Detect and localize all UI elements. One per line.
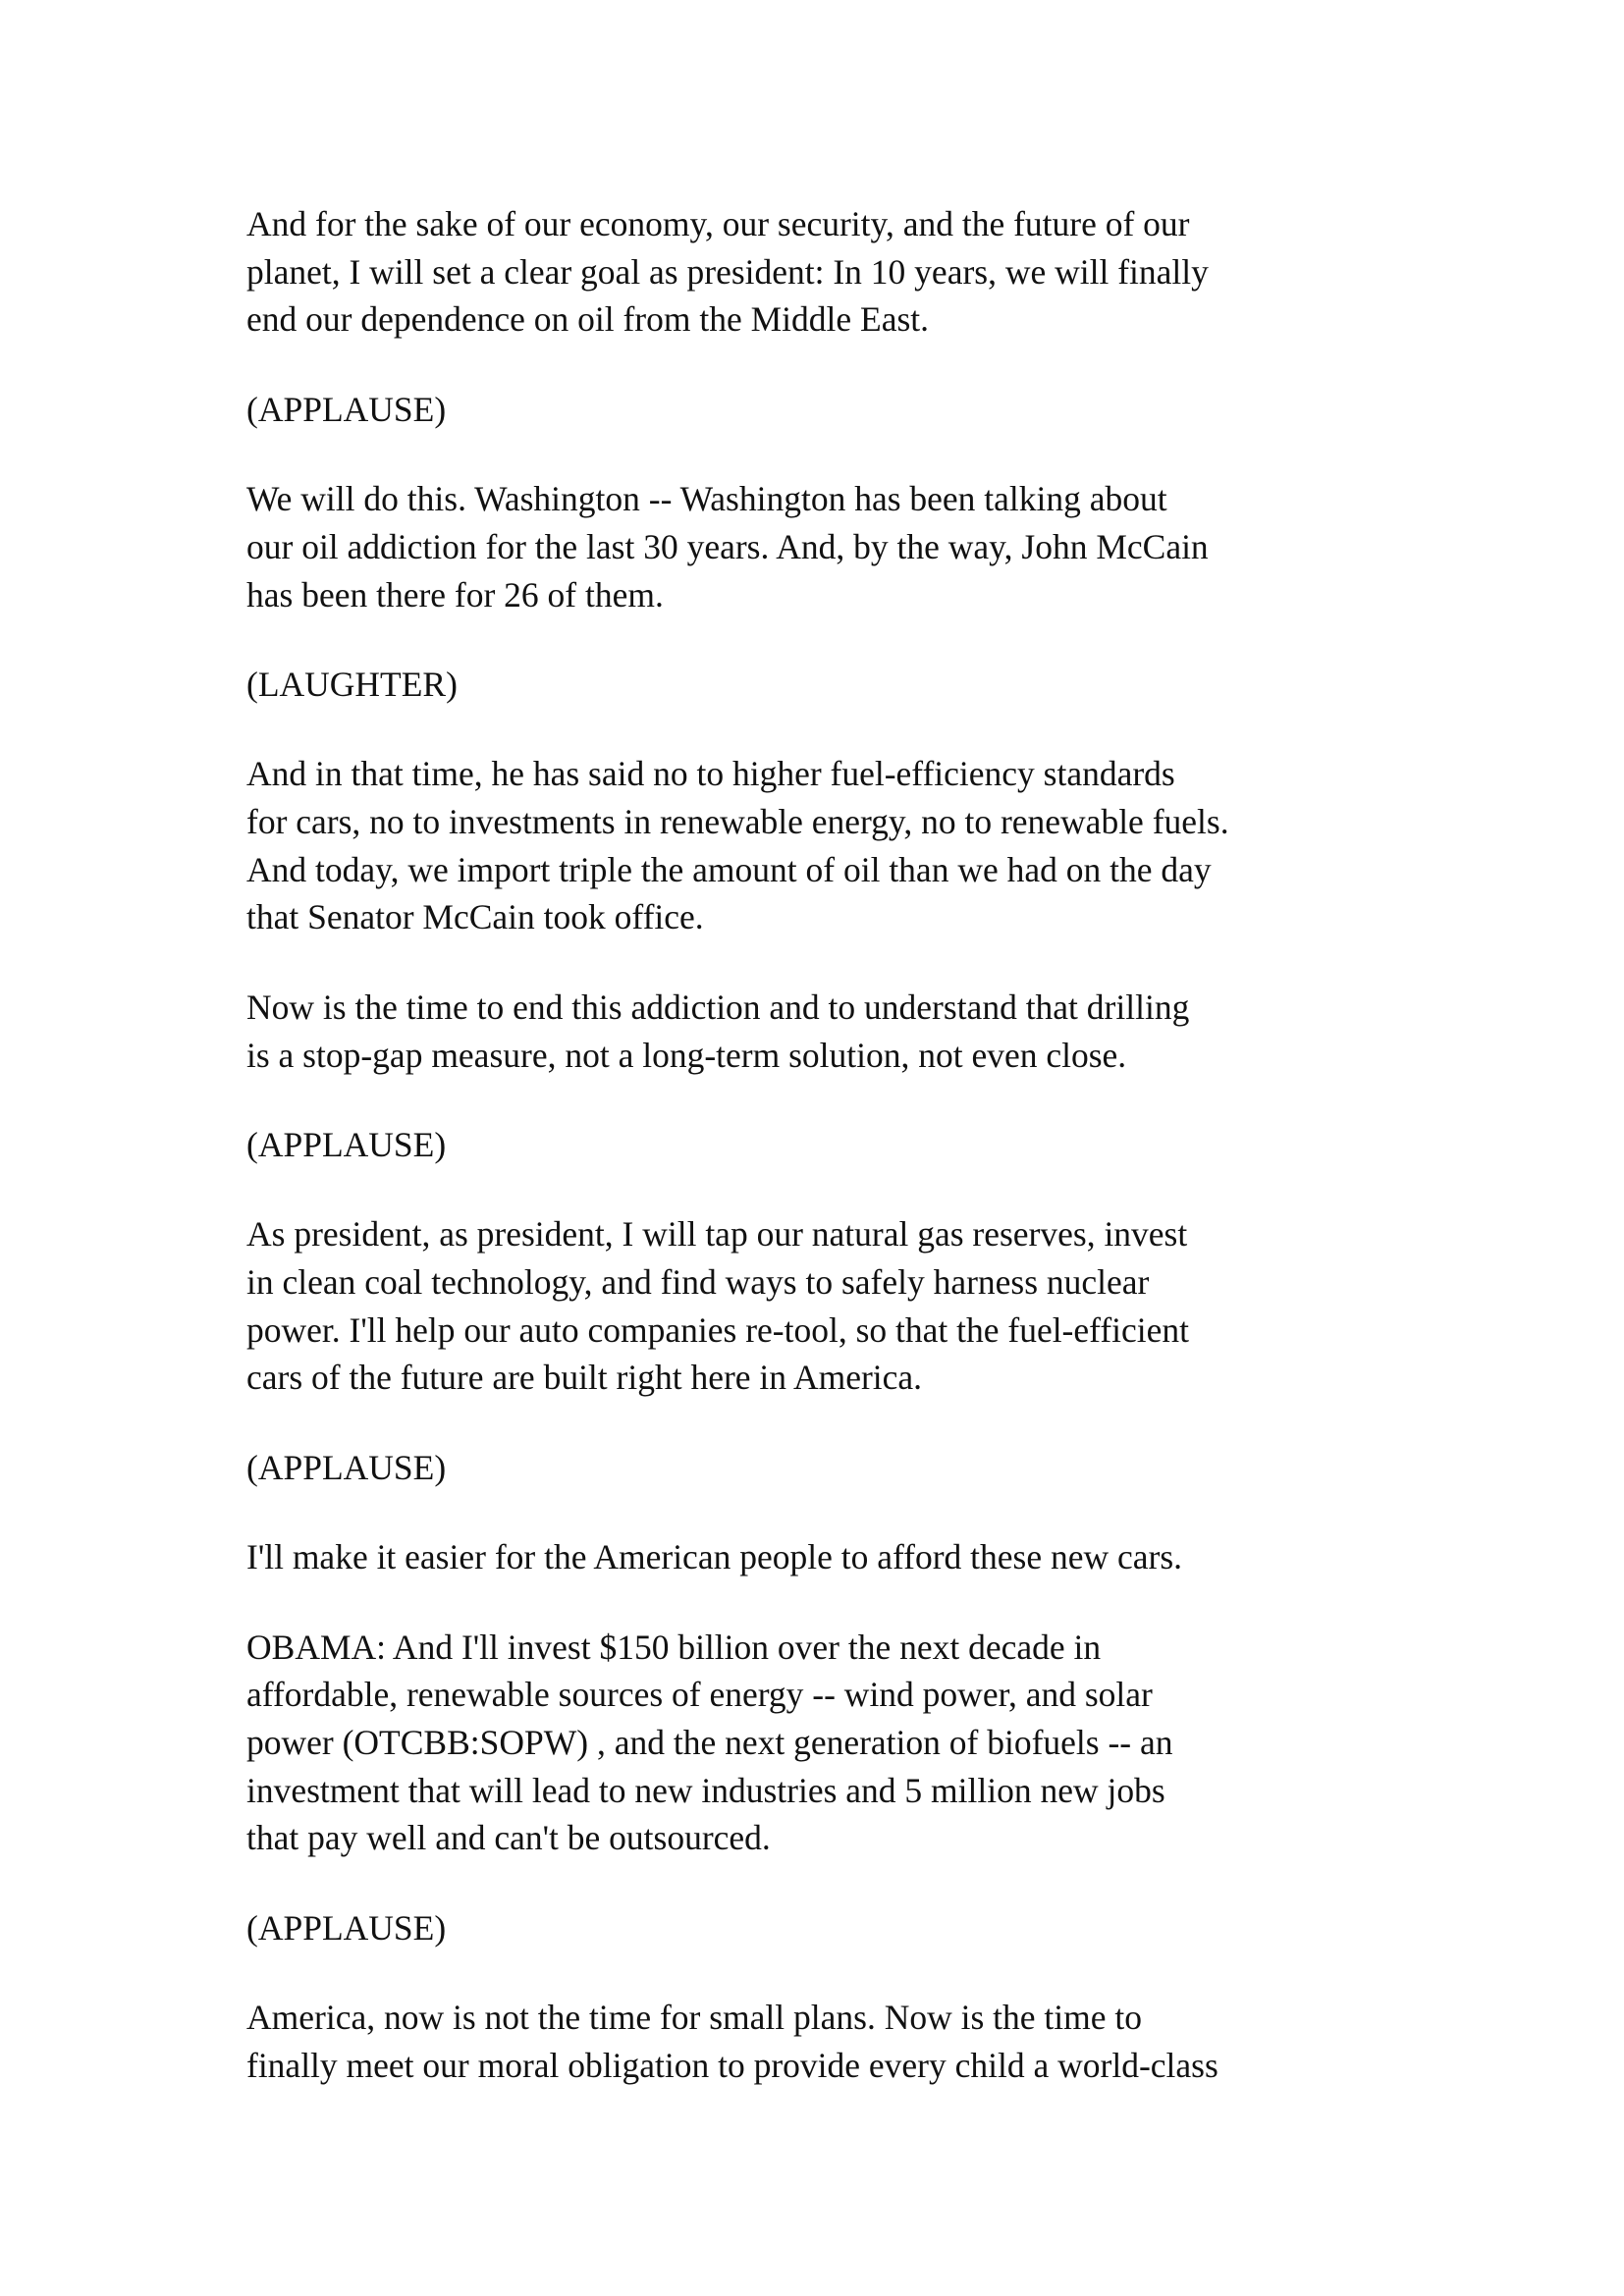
text-line: finally meet our moral obligation to provide every child a world-class — [246, 2045, 1218, 2085]
text-line: investment that will lead to new industries and 5 million new jobs — [246, 1770, 1165, 1810]
text-line: (APPLAUSE) — [246, 1447, 447, 1487]
text-line: As president, as president, I will tap our natural gas reserves, invest — [246, 1214, 1188, 1255]
paragraph — [246, 475, 1523, 618]
paragraph — [246, 200, 1523, 344]
text-line: our oil addiction for the last 30 years. And, by the way, John McCain — [246, 526, 1209, 566]
paragraph — [246, 1210, 1523, 1402]
text-line: is a stop-gap measure, not a long-term solution, not even close. — [246, 1035, 1127, 1075]
text-line: America, now is not the time for small plans. Now is the time to — [246, 1998, 1142, 2038]
paragraph — [246, 984, 1523, 1079]
paragraph — [246, 750, 1523, 941]
audience-reaction — [246, 661, 1523, 709]
audience-reaction — [246, 386, 1523, 434]
text-line: Now is the time to end this addiction and to understand that drilling — [246, 987, 1190, 1027]
paragraph — [246, 1624, 1523, 1863]
text-line: in clean coal technology, and find ways to safely harness nuclear — [246, 1262, 1150, 1303]
text-line: planet, I will set a clear goal as president: In 10 years, we will finally — [246, 251, 1209, 292]
text-line: that Senator McCain took office. — [246, 897, 704, 937]
text-line: OBAMA: And I'll invest $150 billion over the next decade in — [246, 1627, 1102, 1667]
text-line: And today, we import triple the amount of oil than we had on the day — [246, 849, 1212, 889]
text-line: (LAUGHTER) — [246, 664, 458, 704]
text-line: end our dependence on oil from the Middle East. — [246, 299, 930, 340]
paragraph — [246, 1533, 1523, 1581]
audience-reaction — [246, 1121, 1523, 1169]
text-line: power. I'll help our auto companies re-tool, so that the fuel-efficient — [246, 1309, 1189, 1350]
text-line: cars of the future are built right here in America. — [246, 1358, 923, 1398]
text-line: I'll make it easier for the American people to afford these new cars. — [246, 1537, 1183, 1577]
text-line: for cars, no to investments in renewable energy, no to renewable fuels. — [246, 802, 1229, 842]
text-line: And in that time, he has said no to higher fuel-efficiency standards — [246, 754, 1175, 794]
text-line: affordable, renewable sources of energy -- wind power, and solar — [246, 1675, 1153, 1715]
document-page — [246, 200, 1523, 2131]
text-line: power (OTCBB:SOPW) , and the next generation of biofuels -- an — [246, 1723, 1173, 1763]
audience-reaction — [246, 1904, 1523, 1952]
text-line: And for the sake of our economy, our security, and the future of our — [246, 204, 1190, 243]
text-line: (APPLAUSE) — [246, 389, 447, 429]
text-line: We will do this. Washington -- Washington has been talking about — [246, 479, 1167, 519]
text-line: (APPLAUSE) — [246, 1907, 447, 1948]
text-line: has been there for 26 of them. — [246, 574, 664, 614]
audience-reaction — [246, 1444, 1523, 1492]
text-line: (APPLAUSE) — [246, 1124, 447, 1164]
text-line: that pay well and can't be outsourced. — [246, 1818, 771, 1858]
paragraph — [246, 1994, 1523, 2089]
